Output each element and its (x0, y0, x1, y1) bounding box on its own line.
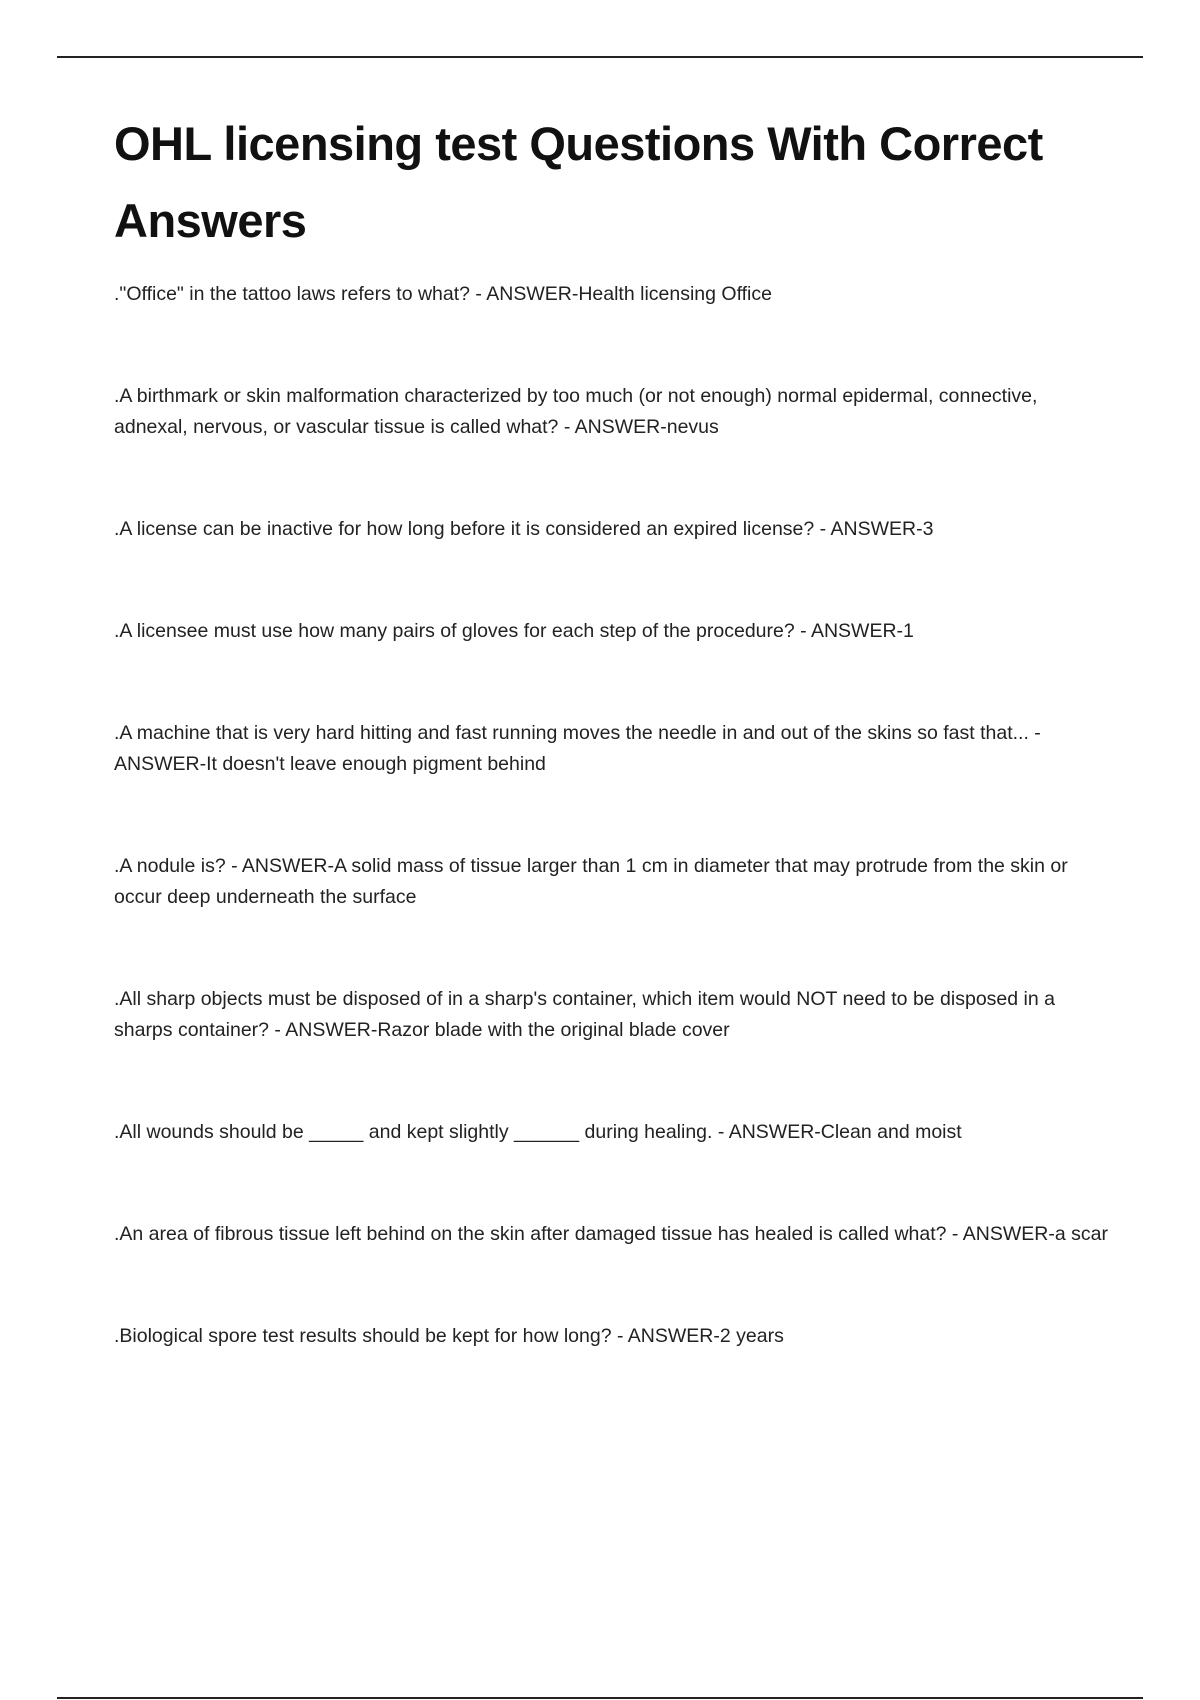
qa-item: .A licensee must use how many pairs of gloves for each step of the procedure? - ANSWER-1 (114, 620, 914, 642)
bottom-rule (57, 1697, 1143, 1699)
qa-item: .A license can be inactive for how long before it is considered an expired license? - ANSWER-3 (114, 518, 934, 540)
qa-item: .A nodule is? - ANSWER-A solid mass of tissue larger than 1 cm in diameter that may protrude from the skin or occur deep underneath the surface (114, 855, 1068, 908)
qa-item: .Biological spore test results should be kept for how long? - ANSWER-2 years (114, 1325, 784, 1347)
top-rule (57, 56, 1143, 58)
qa-item: .A birthmark or skin malformation characterized by too much (or not enough) normal epidermal, connective, adnexal, nervous, or vascular tissue is called what? - ANSWER-nevus (114, 385, 1038, 438)
qa-item: .An area of fibrous tissue left behind on the skin after damaged tissue has healed is called what? - ANSWER-a scar (114, 1223, 1108, 1245)
qa-item: .A machine that is very hard hitting and fast running moves the needle in and out of the skins so fast that... - ANSWER-It doesn't leave enough pigment behind (114, 722, 1041, 775)
qa-item: .All sharp objects must be disposed of in a sharp's container, which item would NOT need to be disposed in a sharps container? - ANSWER-Razor blade with the original blade cover (114, 988, 1055, 1041)
qa-item: ."Office" in the tattoo laws refers to what? - ANSWER-Health licensing Office (114, 283, 772, 305)
document-title: OHL licensing test Questions With Correct Answers (114, 117, 1043, 247)
qa-item: .All wounds should be _____ and kept slightly ______ during healing. - ANSWER-Clean and moist (114, 1121, 962, 1143)
document-body (114, 105, 1114, 1352)
